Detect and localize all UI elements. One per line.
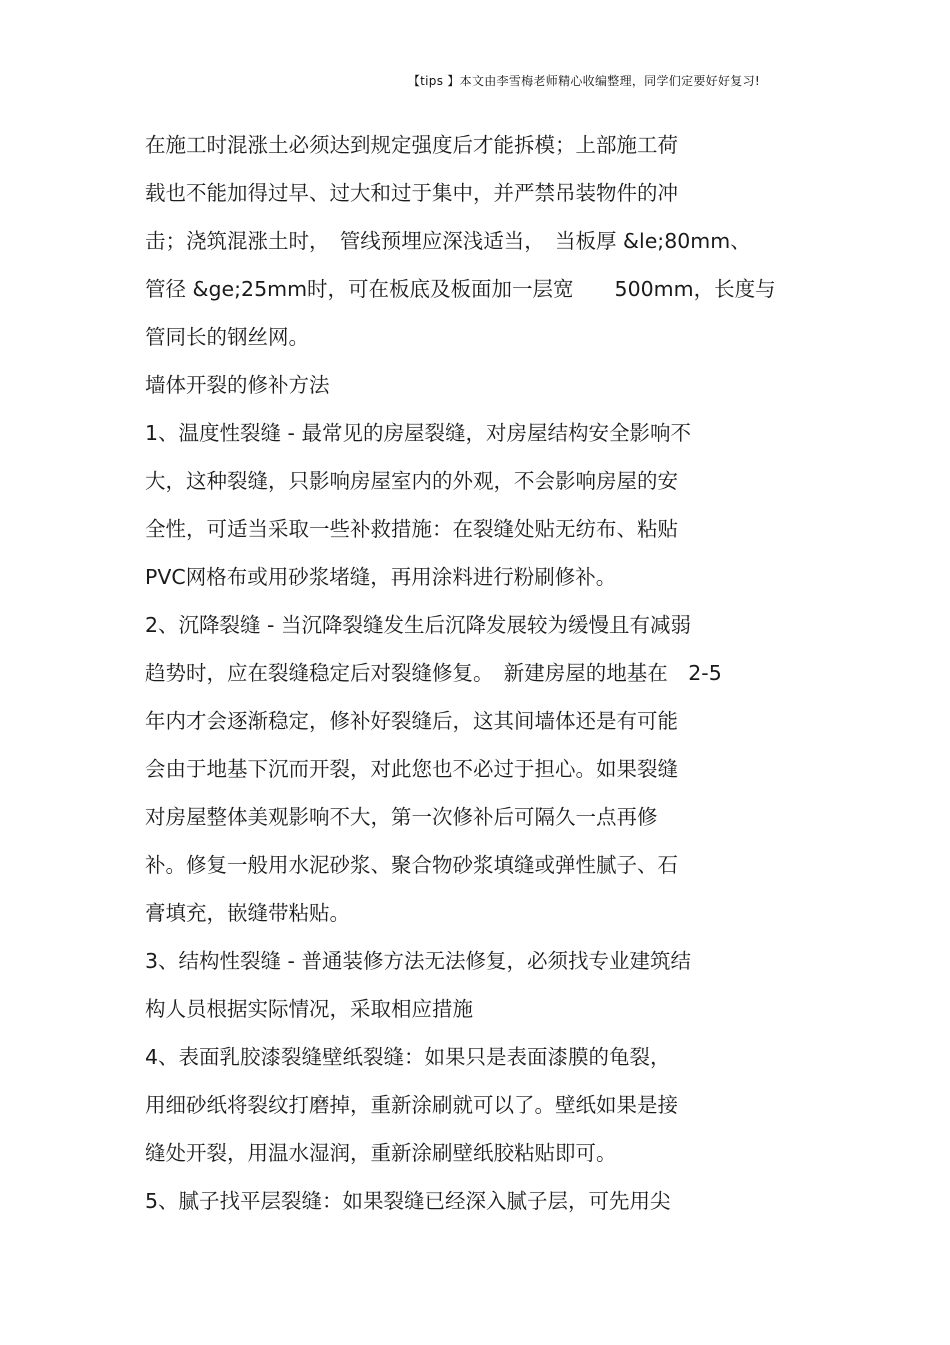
body-line: 用细砂纸将裂纹打磨掉，重新涂刷就可以了。壁纸如果是接 <box>145 1093 678 1117</box>
tips-header-note: 【tips 】本文由李雪梅老师精心收编整理，同学们定要好好复习! <box>407 74 760 88</box>
body-line: 4、表面乳胶漆裂缝壁纸裂缝：如果只是表面漆膜的龟裂， <box>145 1045 671 1069</box>
body-line: PVC网格布或用砂浆堵缝，再用涂料进行粉刷修补。 <box>145 565 617 589</box>
body-line: 构人员根据实际情况，采取相应措施 <box>145 997 473 1021</box>
body-line: 趋势时，应在裂缝稳定后对裂缝修复。 新建房屋的地基在 2-5 <box>145 661 722 685</box>
body-line: 会由于地基下沉而开裂，对此您也不必过于担心。如果裂缝 <box>145 757 678 781</box>
body-line: 5、腻子找平层裂缝：如果裂缝已经深入腻子层，可先用尖 <box>145 1189 671 1213</box>
body-line: 3、结构性裂缝 - 普通装修方法无法修复，必须找专业建筑结 <box>145 949 691 973</box>
body-line: 2、沉降裂缝 - 当沉降裂缝发生后沉降发展较为缓慢且有减弱 <box>145 613 691 637</box>
body-line: 缝处开裂，用温水湿润，重新涂刷壁纸胶粘贴即可。 <box>145 1141 617 1165</box>
body-line: 全性，可适当采取一些补救措施：在裂缝处贴无纺布、粘贴 <box>145 517 678 541</box>
body-line: 年内才会逐渐稳定，修补好裂缝后，这其间墙体还是有可能 <box>145 709 678 733</box>
body-line: 在施工时混涨土必须达到规定强度后才能拆模；上部施工荷 <box>145 133 678 157</box>
section-heading: 墙体开裂的修补方法 <box>145 373 330 397</box>
body-line: 膏填充，嵌缝带粘贴。 <box>145 901 350 925</box>
body-line: 管同长的钢丝网。 <box>145 325 309 349</box>
body-line: 对房屋整体美观影响不大，第一次修补后可隔久一点再修 <box>145 805 658 829</box>
body-line: 补。修复一般用水泥砂浆、聚合物砂浆填缝或弹性腻子、石 <box>145 853 678 877</box>
body-line: 1、温度性裂缝 - 最常见的房屋裂缝，对房屋结构安全影响不 <box>145 421 691 445</box>
body-line: 击；浇筑混涨土时， 管线预埋应深浅适当， 当板厚 &le;80mm、 <box>145 229 751 253</box>
body-line: 管径 &ge;25mm时，可在板底及板面加一层宽 500mm，长度与 <box>145 277 776 301</box>
body-line: 大，这种裂缝，只影响房屋室内的外观，不会影响房屋的安 <box>145 469 678 493</box>
body-line: 载也不能加得过早、过大和过于集中，并严禁吊装物件的冲 <box>145 181 678 205</box>
